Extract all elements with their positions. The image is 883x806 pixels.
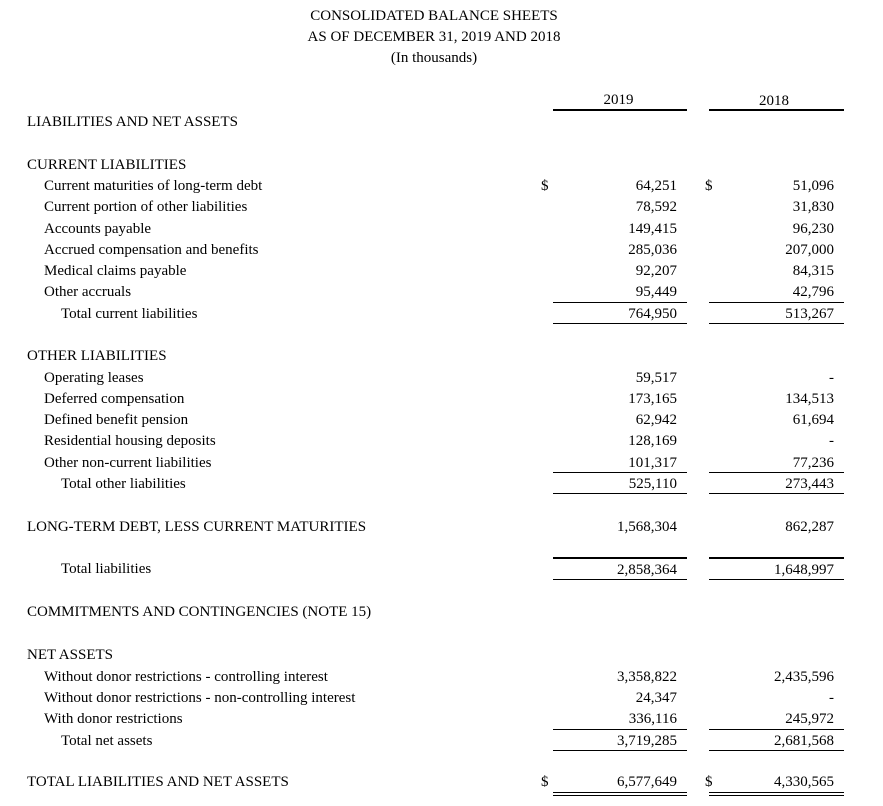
total-rule-2019 (553, 750, 687, 751)
grand-total-double-rule-2019 (553, 792, 687, 796)
row-value-2018: 42,796 (792, 284, 834, 300)
total-value-2018: 273,443 (785, 476, 834, 492)
column-header-2019: 2019 (603, 92, 634, 108)
row-label: With donor restrictions (44, 711, 183, 727)
statement-date: AS OF DECEMBER 31, 2019 AND 2018 (307, 29, 561, 45)
row-value-2018: 31,830 (792, 199, 834, 215)
subtotal-rule-2019 (553, 729, 687, 730)
grand-total-double-rule-2018 (709, 792, 844, 796)
row-value-2019: 95,449 (635, 284, 677, 300)
row-label: Accounts payable (44, 221, 152, 237)
row-value-2019: 173,165 (628, 391, 677, 407)
row-value-2019: 101,317 (628, 455, 677, 471)
row-value-2019: 3,358,822 (617, 669, 677, 685)
subtotal-rule-2018 (709, 472, 844, 473)
other-liabilities-heading: OTHER LIABILITIES (27, 348, 167, 364)
total-rule-2019 (553, 493, 687, 494)
header-rule-2019 (553, 109, 687, 111)
row-value-2018: 245,972 (785, 711, 834, 727)
row-label: Accrued compensation and benefits (44, 242, 259, 258)
row-value-2018: - (829, 433, 834, 449)
row-value-2018: 51,096 (792, 178, 834, 194)
currency-symbol: $ (705, 774, 713, 790)
total-rule-2018 (709, 493, 844, 494)
row-value-2019: 149,415 (628, 221, 677, 237)
row-value-2018: 207,000 (785, 242, 834, 258)
total-rule-2018 (709, 750, 844, 751)
row-label: Current maturities of long-term debt (44, 178, 263, 194)
statement-units: (In thousands) (390, 50, 478, 66)
row-label: Operating leases (44, 370, 144, 386)
total-rule-2018 (709, 323, 844, 324)
row-value-2019: 59,517 (635, 370, 677, 386)
commitments-label: COMMITMENTS AND CONTINGENCIES (NOTE 15) (27, 604, 372, 620)
total-value-2018: 2,681,568 (774, 733, 834, 749)
total-value-2019: 525,110 (628, 476, 677, 492)
long-term-debt-value-2019: 1,568,304 (617, 519, 677, 535)
row-value-2018: - (829, 370, 834, 386)
row-value-2019: 336,116 (628, 711, 677, 727)
total-label: Total other liabilities (61, 476, 186, 492)
row-value-2019: 128,169 (628, 433, 677, 449)
row-value-2019: 24,347 (635, 690, 677, 706)
total-label: Total current liabilities (61, 306, 198, 322)
total-label: Total net assets (61, 733, 153, 749)
current-liabilities-heading: CURRENT LIABILITIES (27, 157, 187, 173)
grand-total-value-2019: 6,577,649 (617, 774, 677, 790)
currency-symbol: $ (705, 178, 713, 194)
row-label: Medical claims payable (44, 263, 187, 279)
row-value-2018: 61,694 (792, 412, 834, 428)
subtotal-rule-2018 (709, 729, 844, 730)
row-value-2018: 96,230 (792, 221, 834, 237)
row-value-2019: 62,942 (635, 412, 677, 428)
row-label: Other accruals (44, 284, 132, 300)
row-label: Residential housing deposits (44, 433, 216, 449)
total-value-2018: 513,267 (785, 306, 834, 322)
subtotal-rule-2019 (553, 302, 687, 303)
header-rule-2018 (709, 109, 844, 111)
total-liabilities-top-rule-2019 (553, 557, 687, 559)
row-label: Current portion of other liabilities (44, 199, 248, 215)
total-value-2019: 764,950 (628, 306, 677, 322)
subtotal-rule-2018 (709, 302, 844, 303)
row-value-2018: 84,315 (792, 263, 834, 279)
total-liabilities-label: Total liabilities (61, 561, 152, 577)
row-value-2019: 92,207 (635, 263, 677, 279)
subtotal-rule-2019 (553, 472, 687, 473)
row-label: Other non-current liabilities (44, 455, 212, 471)
grand-total-value-2018: 4,330,565 (774, 774, 834, 790)
row-value-2018: 77,236 (792, 455, 834, 471)
net-assets-heading: NET ASSETS (27, 647, 113, 663)
row-value-2019: 285,036 (628, 242, 677, 258)
long-term-debt-label: LONG-TERM DEBT, LESS CURRENT MATURITIES (27, 519, 367, 535)
total-liabilities-top-rule-2018 (709, 557, 844, 559)
total-rule-2019 (553, 323, 687, 324)
row-label: Defined benefit pension (44, 412, 189, 428)
row-value-2019: 64,251 (635, 178, 677, 194)
row-label: Deferred compensation (44, 391, 185, 407)
total-value-2019: 3,719,285 (617, 733, 677, 749)
row-label: Without donor restrictions - controlling interest (44, 669, 328, 685)
row-value-2018: - (829, 690, 834, 706)
row-value-2019: 78,592 (635, 199, 677, 215)
row-value-2018: 2,435,596 (774, 669, 834, 685)
column-header-2018: 2018 (759, 93, 789, 109)
total-liabilities-value-2018: 1,648,997 (774, 562, 834, 578)
total-liabilities-bottom-rule-2019 (553, 579, 687, 580)
total-liabilities-bottom-rule-2018 (709, 579, 844, 580)
total-liabilities-value-2019: 2,858,364 (617, 562, 677, 578)
statement-title: CONSOLIDATED BALANCE SHEETS (310, 8, 558, 24)
section-heading-liabilities-net-assets: LIABILITIES AND NET ASSETS (27, 114, 238, 130)
currency-symbol: $ (541, 178, 549, 194)
row-label: Without donor restrictions - non-controlling interest (44, 690, 356, 706)
long-term-debt-value-2018: 862,287 (785, 519, 834, 535)
grand-total-label: TOTAL LIABILITIES AND NET ASSETS (27, 774, 289, 790)
row-value-2018: 134,513 (785, 391, 834, 407)
currency-symbol: $ (541, 774, 549, 790)
